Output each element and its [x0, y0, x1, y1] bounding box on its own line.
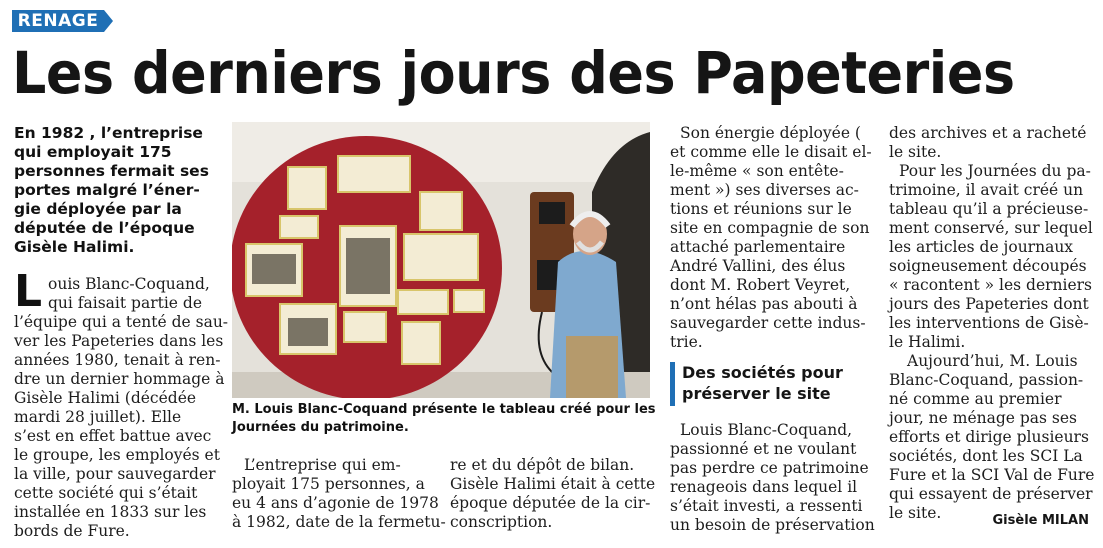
author-byline: Gisèle MILAN	[992, 513, 1089, 528]
body-line: sociétés, dont les SCI La	[889, 447, 1083, 465]
body-line: site en compagnie de son	[670, 219, 870, 237]
body-line: années 1980, tenait à ren-	[14, 351, 221, 369]
subheading-line: préserver le site	[682, 384, 831, 403]
body-line: renageois dans lequel il	[670, 478, 858, 496]
lead-line: Gisèle Halimi.	[14, 238, 135, 256]
body-line: les articles de journaux	[889, 238, 1074, 256]
drop-cap: L	[14, 266, 43, 317]
body-column-4	[889, 124, 1093, 523]
body-line: et comme elle le disait el-	[670, 143, 872, 161]
body-line: bords de Fure.	[14, 522, 130, 540]
body-line: l’équipe qui a tenté de sau-	[14, 313, 229, 331]
body-line: eu 4 ans d’agonie de 1978	[232, 494, 439, 512]
section-tag	[12, 10, 113, 32]
headline: Les derniers jours des Papeteries	[12, 39, 1015, 107]
body-line: attaché parlementaire	[670, 238, 846, 256]
body-column-3b	[670, 421, 874, 535]
body-line: qui essayent de préserver	[889, 485, 1093, 503]
body-line: le groupe, les employés et	[14, 446, 220, 464]
body-line: un besoin de préservation	[670, 516, 875, 534]
body-line: Blanc-Coquand, passion-	[889, 371, 1084, 389]
body-line: le site.	[889, 143, 942, 161]
lead-paragraph	[14, 124, 214, 257]
body-line: Fure et la SCI Val de Fure	[889, 466, 1095, 484]
body-column-2b	[450, 456, 656, 532]
body-line: dre un dernier hommage à	[14, 370, 225, 388]
lead-line: personnes fermait ses	[14, 162, 209, 180]
lead-line: députée de l’époque	[14, 219, 195, 237]
body-line: mardi 28 juillet). Elle	[14, 408, 182, 426]
body-line: passionné et ne voulant	[670, 440, 857, 458]
body-line: dont M. Robert Veyret,	[670, 276, 851, 294]
body-line: Gisèle Halimi (décédée	[14, 389, 197, 407]
body-line: ment conservé, sur lequel	[889, 219, 1093, 237]
body-line: ment ») ses diverses ac-	[670, 181, 859, 199]
body-line: trimoine, il avait créé un	[889, 181, 1084, 199]
body-line: s’est en effet battue avec	[14, 427, 212, 445]
body-line: L’entreprise qui em-	[244, 456, 401, 474]
body-line: ver les Papeteries dans les	[14, 332, 224, 350]
article-photo	[232, 122, 650, 398]
section-tag-label: RENAGE	[17, 11, 99, 31]
body-line: Aujourd’hui, M. Louis	[907, 352, 1078, 370]
body-line: pas perdre ce patrimoine	[670, 459, 869, 477]
body-line: efforts et dirige plusieurs	[889, 428, 1089, 446]
body-line: le-même « son entête-	[670, 162, 844, 180]
body-line: re et du dépôt de bilan.	[450, 456, 635, 474]
body-line: sauvegarder cette indus-	[670, 314, 866, 332]
body-line: « racontent » les derniers	[889, 276, 1092, 294]
body-line: des archives et a racheté	[889, 124, 1087, 142]
body-column-3	[670, 124, 874, 352]
body-line: s’était investi, a ressenti	[670, 497, 863, 515]
lead-line: En 1982 , l’entreprise	[14, 124, 203, 142]
body-line: tions et réunions sur le	[670, 200, 852, 218]
subheading-line: Des sociétés pour	[682, 363, 843, 382]
body-column-1	[14, 275, 229, 541]
body-line: le site.	[889, 504, 942, 522]
body-line: trie.	[670, 333, 703, 351]
photo-illustration	[232, 122, 650, 398]
body-line: André Vallini, des élus	[670, 257, 846, 275]
body-line: la ville, pour sauvegarder	[14, 465, 216, 483]
body-line: n’ont hélas pas abouti à	[670, 295, 858, 313]
body-line: Pour les Journées du pa-	[899, 162, 1091, 180]
body-line: ployait 175 personnes, a	[232, 475, 425, 493]
body-line: tableau qu’il a précieuse-	[889, 200, 1089, 218]
lead-line: qui employait 175	[14, 143, 172, 161]
body-line: époque députée de la cir-	[450, 494, 651, 512]
body-line: installée en 1833 sur les	[14, 503, 207, 521]
body-line: qui faisait partie de	[48, 294, 202, 312]
body-line: cette société qui s’était	[14, 484, 198, 502]
body-line: ouis Blanc-Coquand,	[48, 275, 210, 293]
photo-caption	[232, 401, 656, 437]
body-line: les interventions de Gisè-	[889, 314, 1089, 332]
body-line: à 1982, date de la fermetu-	[232, 513, 446, 531]
body-line: soigneusement découpés	[889, 257, 1087, 275]
body-line: Louis Blanc-Coquand,	[680, 421, 853, 439]
lead-line: portes malgré l’éner-	[14, 181, 200, 199]
body-line: Gisèle Halimi était à cette	[450, 475, 656, 493]
caption-line: Journées du patrimoine.	[232, 420, 409, 435]
subheading	[670, 362, 874, 406]
body-line: conscription.	[450, 513, 553, 531]
body-line: né comme au premier	[889, 390, 1062, 408]
lead-line: gie déployée par la	[14, 200, 182, 218]
caption-line: M. Louis Blanc-Coquand présente le tableau créé pour les	[232, 402, 656, 417]
body-line: le Halimi.	[889, 333, 966, 351]
body-line: jour, ne ménage pas ses	[889, 409, 1078, 427]
body-line: Son énergie déployée (	[680, 124, 861, 142]
body-column-2a	[232, 456, 446, 532]
body-line: jours des Papeteries dont	[889, 295, 1089, 313]
